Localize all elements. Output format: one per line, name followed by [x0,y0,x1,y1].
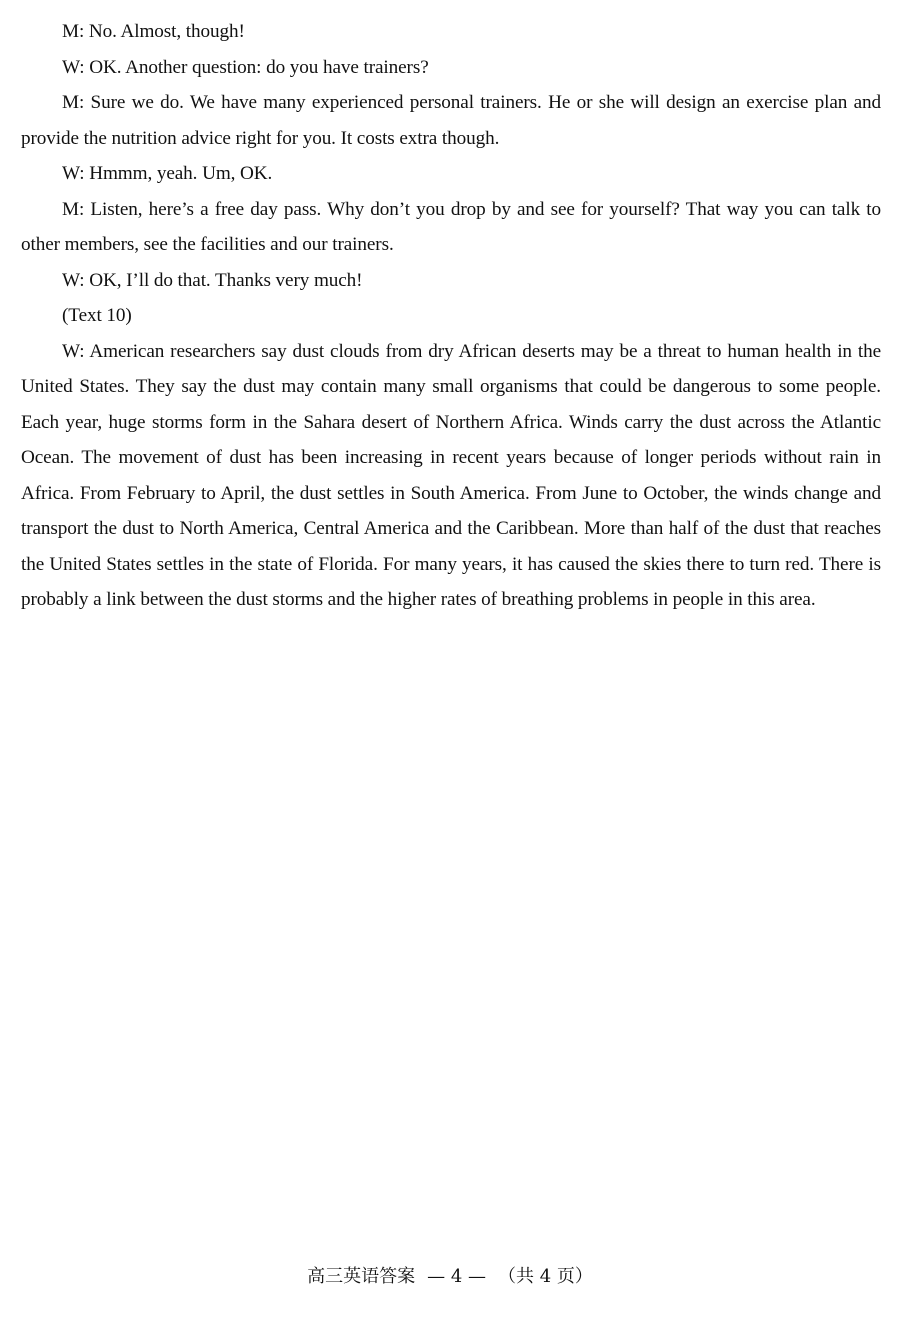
footer-total-pages: （共 4 页） [498,1266,593,1287]
paragraph-w-trainers-question: W: OK. Another question: do you have trainers? [62,56,429,78]
document-body [21,14,881,618]
footer-title: 高三英语答案 [307,1266,416,1287]
paragraph-m-trainers-answer: M: Sure we do. We have many experienced personal trainers. He or she will design an exercise plan and provide the nutrition advice right for you. It costs extra though. [21,92,881,149]
footer-page-number: — 4 — [427,1266,486,1287]
paragraph-m-almost: M: No. Almost, though! [62,21,245,42]
page-footer [0,1262,900,1292]
paragraph-w-hmmm: W: Hmmm, yeah. Um, OK. [62,163,273,184]
paragraph-w-dust-clouds: W: American researchers say dust clouds from dry African deserts may be a threat to human health in the United States. They say the dust may contain many small organisms that could be dangerous to some people. Each year, huge storms form in the Sahara desert of Northern Africa. Winds carry the dust across the Atlantic Ocean. The movement of dust has been increasing in recent years because of longer periods without rain in Africa. From February to April, the dust settles in South America. From June to October, the winds change and transport the dust to North America, Central America and the Caribbean. More than half of the dust that reaches the United States settles in the state of Florida. For many years, it has caused the skies there to turn red. There is probably a link between the dust storms and the higher rates of breathing problems in people in this area. [21,340,881,610]
paragraph-w-thanks: W: OK, I’ll do that. Thanks very much! [62,269,363,291]
paragraph-m-day-pass: M: Listen, here’s a free day pass. Why don’t you drop by and see for yourself? That way you can talk to other members, see the facilities and our trainers. [21,198,881,255]
section-heading-text-10: (Text 10) [62,305,132,326]
